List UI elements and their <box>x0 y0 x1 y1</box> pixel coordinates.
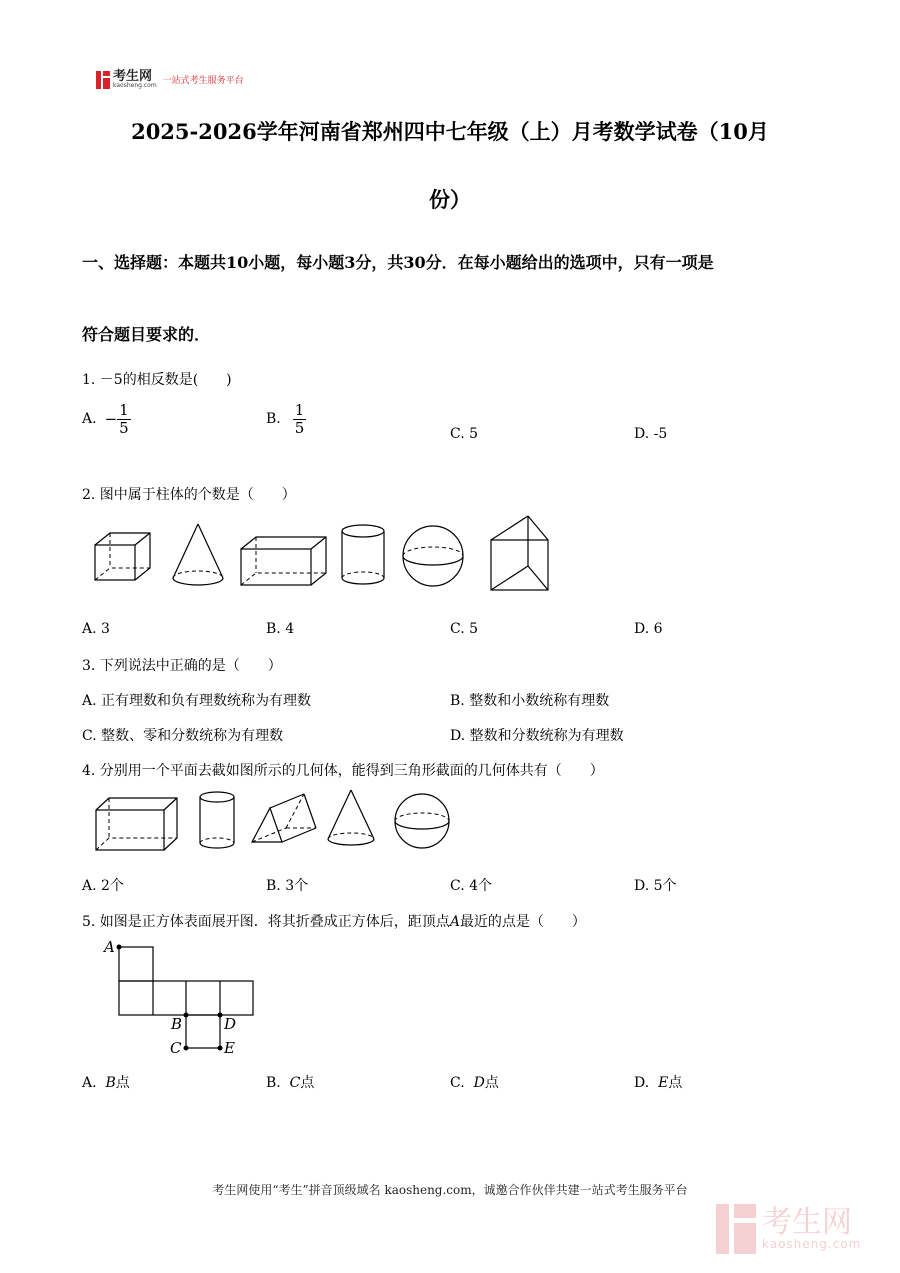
section-heading-line1: 一、选择题：本题共10小题，每小题3分，共30分．在每小题给出的选项中，只有一项是 <box>82 253 714 272</box>
question-3-option-c: C. 整数、零和分数统称为有理数 <box>82 728 284 744</box>
question-1-option-c: C. 5 <box>450 426 479 442</box>
watermark-name: 考生网 <box>762 1205 852 1240</box>
question-4-stem: 4. 分别用一个平面去截如图所示的几何体，能得到三角形截面的几何体共有（ ） <box>82 763 604 779</box>
question-2-option-a: A. 3 <box>82 621 110 637</box>
watermark-mark-icon <box>716 1204 756 1254</box>
question-5-option-d <box>634 1072 682 1092</box>
stem-variable: A <box>449 914 460 930</box>
option-suffix: 点 <box>300 1075 315 1091</box>
option-suffix: 点 <box>484 1075 499 1091</box>
logo-slogan: 一站式考生服务平台 <box>162 76 244 86</box>
question-1-option-d: D. -5 <box>634 426 668 442</box>
question-2-stem: 2. 图中属于柱体的个数是（ ） <box>82 487 296 503</box>
logo-domain: kaosheng.com <box>113 82 157 89</box>
logo-name: 考生网 <box>113 69 153 84</box>
question-1-stem: 1. －5的相反数是( ) <box>82 372 232 388</box>
exam-title-line2: 份） <box>429 187 471 212</box>
option-label: A. <box>82 411 97 427</box>
option-suffix: 点 <box>668 1075 683 1091</box>
option-suffix: 点 <box>115 1075 130 1091</box>
question-3-option-b: B. 整数和小数统称有理数 <box>450 693 610 709</box>
fraction-numerator: 1 <box>119 401 129 419</box>
net-label-b: B <box>171 1015 183 1033</box>
page-footer: 考生网使用“考生”拼音顶级域名 kaosheng.com，诚邀合作伙伴共建一站式考生服务平台 <box>212 1183 688 1197</box>
question-5-option-a <box>82 1072 130 1092</box>
fraction-denominator: 5 <box>119 418 129 437</box>
watermark-logo <box>716 1204 861 1254</box>
question-4-option-d: D. 5个 <box>634 878 677 894</box>
option-variable: D <box>473 1075 485 1091</box>
question-3-option-d: D. 整数和分数统称为有理数 <box>450 728 624 744</box>
stem-text: 最近的点是（ ） <box>459 914 586 930</box>
question-2-option-b: B. 4 <box>266 621 295 637</box>
watermark-domain: kaosheng.com <box>762 1237 862 1251</box>
option-label: B. <box>266 1075 281 1091</box>
question-5-option-c <box>450 1072 499 1092</box>
option-variable: C <box>289 1075 301 1091</box>
option-label: A. <box>82 1075 97 1091</box>
question-2-option-d: D. 6 <box>634 621 663 637</box>
option-variable: B <box>105 1075 116 1091</box>
question-3-stem: 3. 下列说法中正确的是（ ） <box>82 658 282 674</box>
question-4-option-a: A. 2个 <box>82 878 124 894</box>
section-heading-line2: 符合题目要求的． <box>82 325 211 344</box>
net-label-d: D <box>224 1015 237 1033</box>
fraction-denominator: 5 <box>294 418 305 437</box>
net-label-e: E <box>224 1039 235 1057</box>
question-5-option-b <box>266 1072 314 1092</box>
minus-sign: − <box>104 410 118 428</box>
fraction-numerator: 1 <box>294 401 305 419</box>
net-label-c: C <box>170 1039 182 1057</box>
question-2-option-c: C. 5 <box>450 621 479 637</box>
option-label: B. <box>266 411 281 427</box>
net-label-a: A <box>104 938 115 956</box>
exam-title-line1: 2025-2026学年河南省郑州四中七年级（上）月考数学试卷（10月 <box>131 119 769 144</box>
option-label: D. <box>634 1075 650 1091</box>
question-3-option-a: A. 正有理数和负有理数统称为有理数 <box>82 693 312 709</box>
option-variable: E <box>658 1075 669 1091</box>
stem-text: 5. 如图是正方体表面展开图．将其折叠成正方体后，距顶点 <box>82 914 450 930</box>
question-4-option-c: C. 4个 <box>450 878 493 894</box>
option-label: C. <box>450 1075 465 1091</box>
question-4-option-b: B. 3个 <box>266 878 309 894</box>
